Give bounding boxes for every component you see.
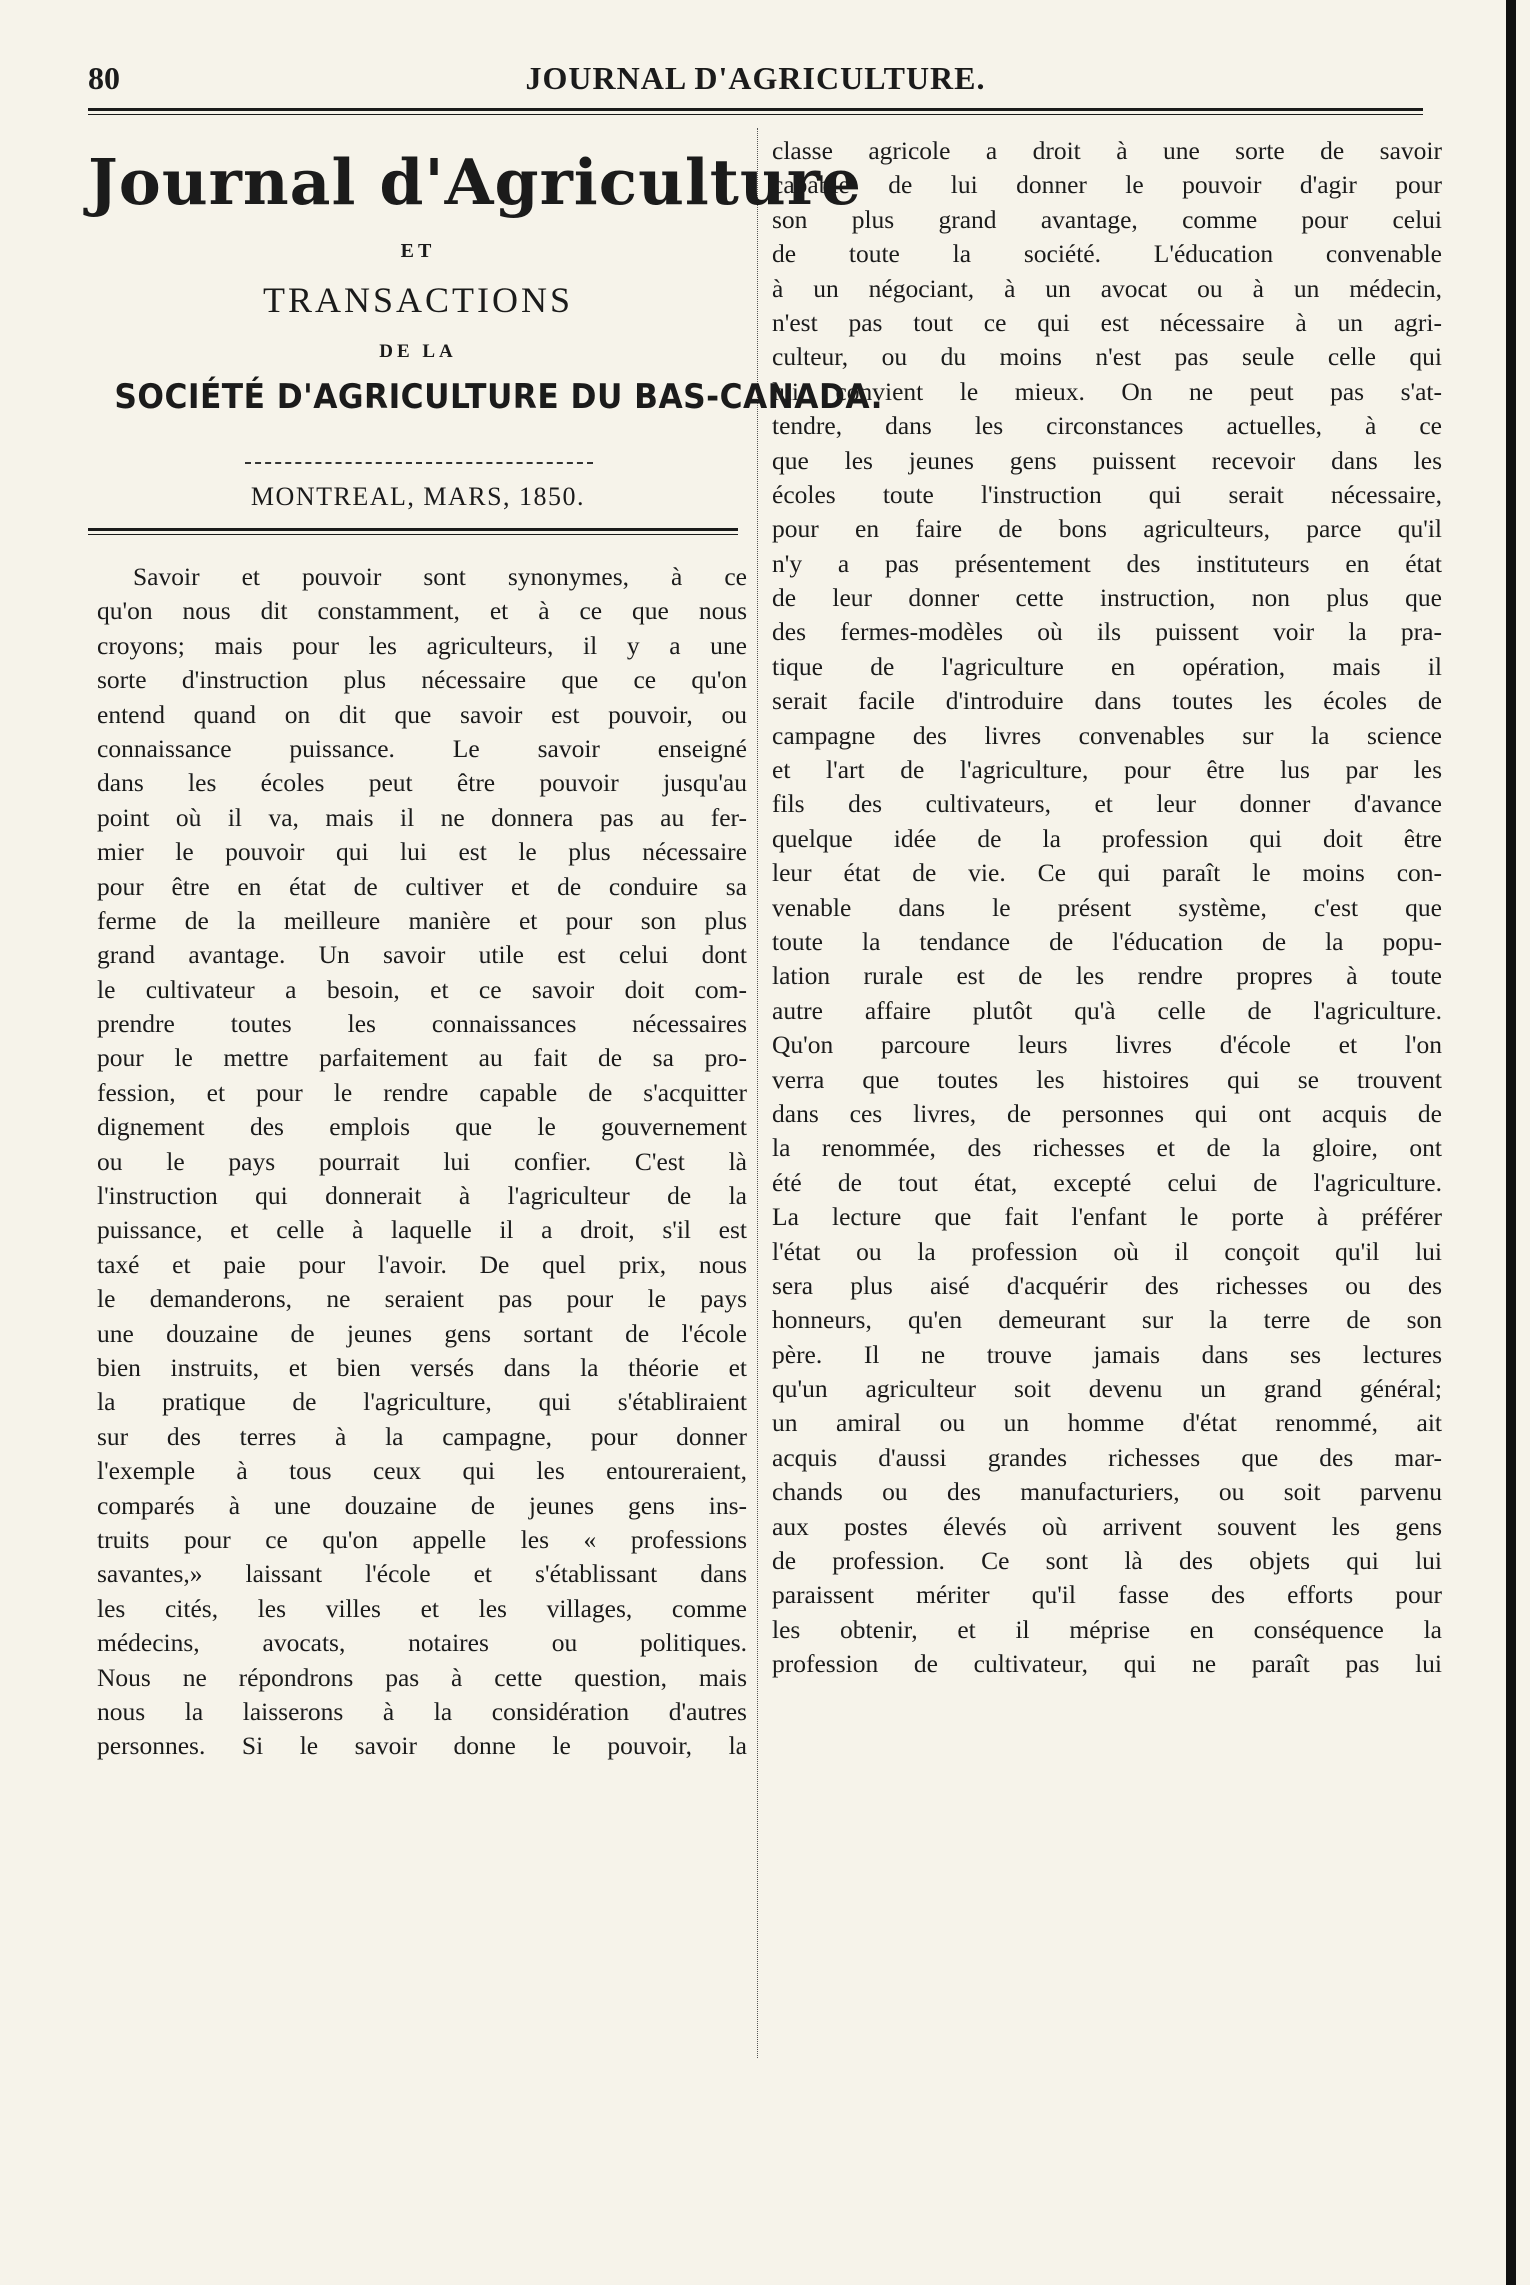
text-line: l'instruction qui donnerait à l'agriculteur de la — [97, 1181, 747, 1211]
masthead-transactions: TRANSACTIONS — [262, 280, 574, 320]
text-line: quelque idée de la profession qui doit être — [772, 823, 1442, 853]
column-divider — [757, 128, 758, 2058]
dateline: MONTREAL, MARS, 1850. — [250, 482, 586, 511]
text-line: n'y a pas présentement des instituteurs en état — [772, 548, 1442, 578]
text-line: autre affaire plutôt qu'à celle de l'agriculture. — [772, 995, 1442, 1025]
text-line: qu'un agriculteur soit devenu un grand général; — [772, 1374, 1442, 1404]
text-line: truits pour ce qu'on appelle les « professions — [97, 1524, 747, 1554]
text-line: écoles toute l'instruction qui serait nécessaire, — [772, 479, 1442, 509]
text-line: la pratique de l'agriculture, qui s'établiraient — [97, 1387, 747, 1417]
text-line: et l'art de l'agriculture, pour être lus par les — [772, 755, 1442, 785]
text-line: son plus grand avantage, comme pour celui — [772, 204, 1442, 234]
text-line: une douzaine de jeunes gens sortant de l'école — [97, 1318, 747, 1348]
article-right-column — [772, 134, 1442, 1682]
text-line: ou le pays pourrait lui confier. C'est là — [97, 1146, 747, 1176]
text-line: les obtenir, et il méprise en conséquence la — [772, 1614, 1442, 1644]
masthead-ornamental-rule — [245, 462, 593, 464]
article-left-column — [97, 560, 747, 1764]
text-line: aux postes élevés où arrivent souvent les gens — [772, 1511, 1442, 1541]
text-line: l'état ou la profession où il conçoit qu'il lui — [772, 1236, 1442, 1266]
text-line: pour le mettre parfaitement au fait de sa pro- — [97, 1043, 747, 1073]
text-line: médecins, avocats, notaires ou politiques. — [97, 1628, 747, 1658]
text-line: culteur, ou du moins n'est pas seule celle qui — [772, 342, 1442, 372]
text-line: classe agricole a droit à une sorte de savoir — [772, 136, 1442, 165]
text-line: profession de cultivateur, qui ne paraît pas lui — [772, 1649, 1442, 1679]
text-line: puissance, et celle à laquelle il a droit, s'il est — [97, 1215, 747, 1245]
text-line: de leur donner cette instruction, non plus que — [772, 583, 1442, 613]
text-line: honneurs, qu'en demeurant sur la terre de son — [772, 1305, 1442, 1335]
text-line: le demanderons, ne seraient pas pour le pays — [97, 1284, 747, 1314]
text-line: comparés à une douzaine de jeunes gens ins- — [97, 1490, 747, 1520]
text-line: père. Il ne trouve jamais dans ses lectures — [772, 1339, 1442, 1369]
text-line: taxé et paie pour l'avoir. De quel prix, nous — [97, 1249, 747, 1279]
text-line: bien instruits, et bien versés dans la théorie et — [97, 1352, 747, 1382]
page-edge-shadow — [1506, 0, 1516, 2285]
page-number: 80 — [88, 60, 120, 96]
text-line: que les jeunes gens puissent recevoir dans les — [772, 445, 1442, 475]
text-line: verra que toutes les histoires qui se trouvent — [772, 1064, 1442, 1094]
text-line: fils des cultivateurs, et leur donner d'avance — [772, 789, 1442, 819]
text-line: Nous ne répondrons pas à cette question, mais — [97, 1662, 747, 1692]
text-line: lui convient le mieux. On ne peut pas s'at- — [772, 376, 1442, 406]
text-line: Savoir et pouvoir sont synonymes, à ce — [133, 562, 747, 591]
text-line: sera plus aisé d'acquérir des richesses ou des — [772, 1270, 1442, 1300]
text-line: serait facile d'introduire dans toutes les écoles de — [772, 686, 1442, 716]
text-line: Qu'on parcoure leurs livres d'école et l'on — [772, 1030, 1442, 1060]
text-line: le cultivateur a besoin, et ce savoir doit com- — [97, 974, 747, 1004]
text-line: lation rurale est de les rendre propres à toute — [772, 961, 1442, 991]
masthead — [88, 142, 883, 417]
text-line: croyons; mais pour les agriculteurs, il y a une — [97, 630, 747, 660]
masthead-et: ET — [400, 240, 436, 262]
text-line: personnes. Si le savoir donne le pouvoir, la — [97, 1731, 747, 1761]
masthead-de-la: DE LA — [379, 341, 457, 362]
text-line: grand avantage. Un savoir utile est celui dont — [97, 940, 747, 970]
text-line: acquis d'aussi grandes richesses que des mar- — [772, 1442, 1442, 1472]
text-line: sorte d'instruction plus nécessaire que ce qu'on — [97, 665, 747, 695]
text-line: à un négociant, à un avocat ou à un médecin, — [772, 273, 1442, 303]
text-line: dignement des emplois que le gouvernement — [97, 1112, 747, 1142]
running-title: JOURNAL D'AGRICULTURE. — [525, 60, 986, 96]
text-line: point où il va, mais il ne donnera pas au fer- — [97, 802, 747, 832]
text-line: dans ces livres, de personnes qui ont acquis de — [772, 1098, 1442, 1128]
text-line: toute la tendance de l'éducation de la popu- — [772, 926, 1442, 956]
text-line: les cités, les villes et les villages, comme — [97, 1593, 747, 1623]
text-line: de profession. Ce sont là des objets qui lui — [772, 1546, 1442, 1576]
text-line: des fermes-modèles où ils puissent voir la pra- — [772, 617, 1442, 647]
text-line: paraissent mériter qu'il fasse des efforts pour — [772, 1580, 1442, 1610]
text-line: été de tout état, excepté celui de l'agriculture. — [772, 1167, 1442, 1197]
text-line: sur des terres à la campagne, pour donner — [97, 1421, 747, 1451]
text-line: la renommée, des richesses et de la gloire, ont — [772, 1133, 1442, 1163]
text-line: fession, et pour le rendre capable de s'acquitter — [97, 1077, 747, 1107]
text-line: leur état de vie. Ce qui paraît le moins con- — [772, 858, 1442, 888]
masthead-title: Journal d'Agriculture — [88, 145, 862, 219]
running-header — [88, 60, 1423, 102]
text-line: nous la laisserons à la considération d'autres — [97, 1696, 747, 1726]
text-line: l'exemple à tous ceux qui les entoureraient, — [97, 1456, 747, 1486]
text-line: tendre, dans les circonstances actuelles, à ce — [772, 411, 1442, 441]
text-line: dans les écoles peut être pouvoir jusqu'au — [97, 768, 747, 798]
text-line: savantes,» laissant l'école et s'établissant dans — [97, 1559, 747, 1589]
text-line: tique de l'agriculture en opération, mais il — [772, 651, 1442, 681]
text-line: chands ou des manufacturiers, ou soit parvenu — [772, 1477, 1442, 1507]
header-rule — [88, 108, 1423, 115]
masthead-society: SOCIÉTÉ D'AGRICULTURE DU BAS-CANADA. — [114, 377, 883, 417]
text-line: pour être en état de cultiver et de conduire sa — [97, 871, 747, 901]
text-line: de toute la société. L'éducation convenable — [772, 239, 1442, 269]
text-line: capable de lui donner le pouvoir d'agir pour — [772, 170, 1442, 200]
text-line: venable dans le présent système, c'est que — [772, 892, 1442, 922]
text-line: prendre toutes les connaissances nécessaires — [97, 1009, 747, 1039]
text-line: n'est pas tout ce qui est nécessaire à un agri- — [772, 307, 1442, 337]
text-line: un amiral ou un homme d'état renommé, ait — [772, 1408, 1442, 1438]
text-line: qu'on nous dit constamment, et à ce que nous — [97, 596, 747, 626]
dateline-rule — [88, 528, 738, 535]
text-line: mier le pouvoir qui lui est le plus nécessaire — [97, 837, 747, 867]
text-line: entend quand on dit que savoir est pouvoir, ou — [97, 699, 747, 729]
text-line: connaissance puissance. Le savoir enseigné — [97, 733, 747, 763]
text-line: ferme de la meilleure manière et pour son plus — [97, 905, 747, 935]
text-line: pour en faire de bons agriculteurs, parce qu'il — [772, 514, 1442, 544]
text-line: campagne des livres convenables sur la science — [772, 720, 1442, 750]
text-line: La lecture que fait l'enfant le porte à préférer — [772, 1202, 1442, 1232]
